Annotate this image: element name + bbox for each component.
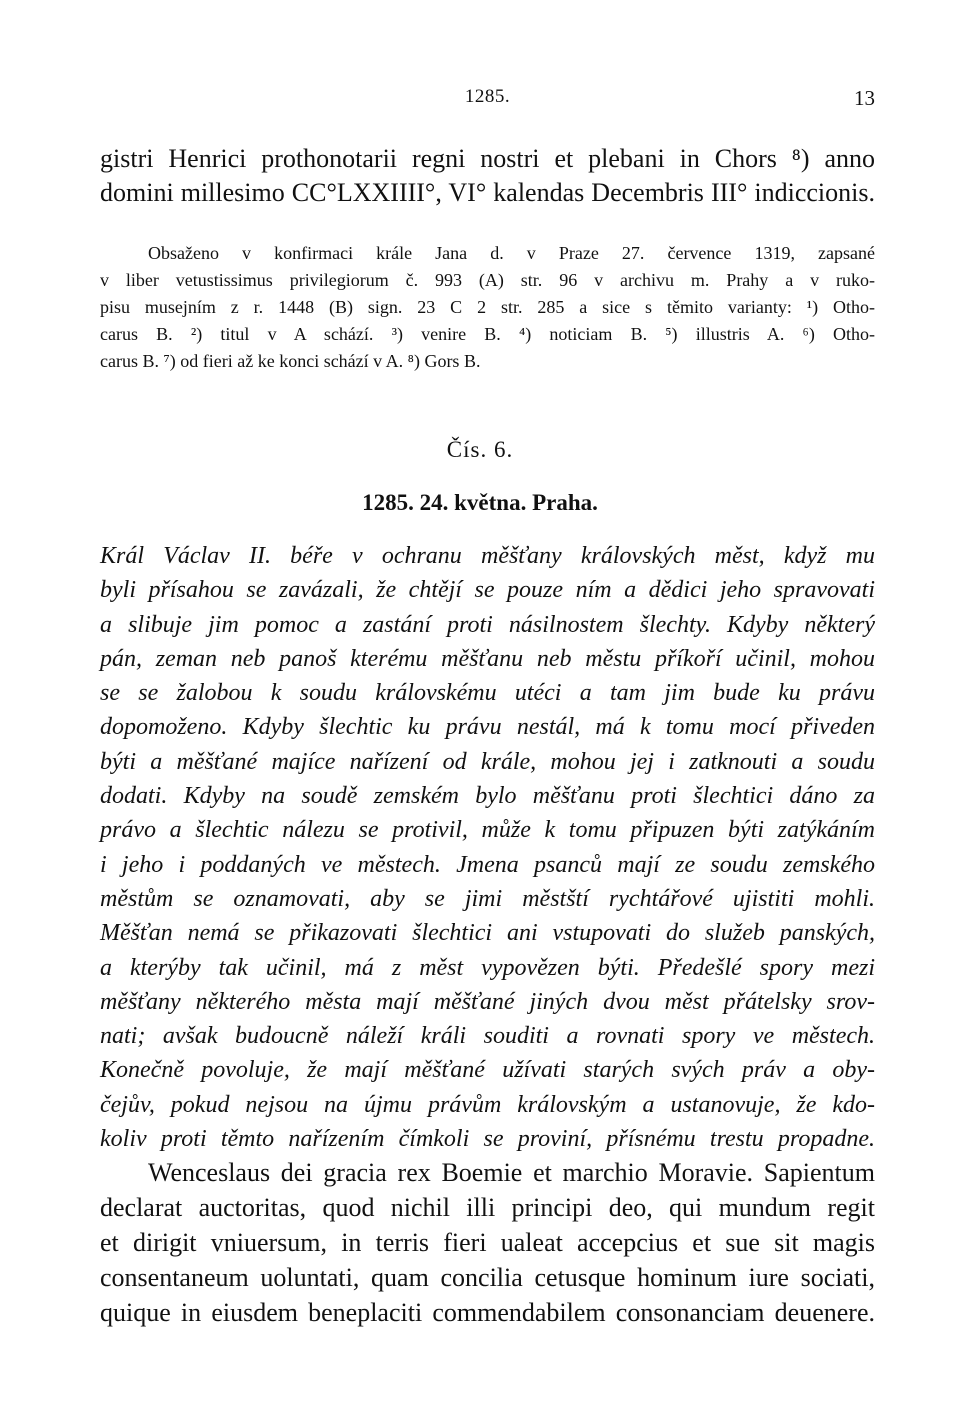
regest-line: a kterýby tak učinil, má z měst vypovězen býti. Předešlé spory mezi — [100, 954, 875, 981]
running-year: 1285. — [464, 86, 511, 107]
regest-line: býti a měšťané majíce nařízení od krále, mohou jej i zatknouti a soudu — [100, 748, 875, 775]
regest-summary — [100, 539, 875, 1156]
charter-line: Wenceslaus dei gracia rex Boemie et marchio Moravie. Sapientum — [148, 1158, 875, 1187]
text-line: gistri Henrici prothonotarii regni nostri et plebani in Chors ⁸) anno — [100, 144, 875, 173]
regest-line: nati; avšak budoucně náleží králi souditi a rovnati spory ve městech. — [100, 1023, 875, 1050]
charter-line: declarat auctoritas, quod nichil illi principi deo, qui mundum regit — [100, 1193, 875, 1222]
regest-line: pán, zeman neb panoš kterému měšťanu neb městu příkoří učinil, mohou — [100, 645, 875, 672]
regest-line: Měšťan nemá se přikazovati šlechtici ani vstupovati do služeb panských, — [100, 920, 875, 947]
note-line: carus B. ²) titul v A schází. ³) venire B. ⁴) noticiam B. ⁵) illustris A. ⁶) Otho- — [100, 324, 875, 344]
regest-line: dodati. Kdyby na soudě zemském bylo měšťanu proti šlechtici dáno za — [100, 783, 875, 810]
note-line: v liber vetustissimus privilegiorum č. 993 (A) str. 96 v archivu m. Prahy a v ruko- — [100, 270, 875, 290]
running-header — [100, 86, 875, 112]
note-line: carus B. ⁷) od fieri až ke konci schází v A. ⁸) Gors B. — [100, 351, 481, 371]
charter-line: et dirigit vniuersum, in terris fieri ualeat accepcius et sue sit magis — [100, 1228, 875, 1257]
source-notes — [100, 240, 875, 375]
page-number: 13 — [854, 86, 875, 110]
regest-line: i jeho i poddaných ve městech. Jmena psanců mají ze soudu zemského — [100, 851, 875, 878]
regest-line: čejův, pokud nejsou na újmu právům královským a ustanovuje, že kdo- — [100, 1091, 875, 1118]
regest-line: se se žalobou k soudu královskému utéci a tam jim bude ku právu — [100, 680, 875, 707]
note-line: Obsaženo v konfirmaci krále Jana d. v Praze 27. července 1319, zapsané — [148, 243, 875, 263]
regest-line: právo a šlechtic nálezu se protivil, může k tomu připuzen býti zatýkáním — [100, 817, 875, 844]
charter-number: Čís. 6. — [446, 437, 514, 462]
charter-latin-text — [100, 1155, 875, 1330]
charter-line: quique in eiusdem beneplaciti commendabilem consonanciam deuenere. — [100, 1298, 875, 1327]
continued-charter-text — [100, 142, 875, 210]
charter-date-heading: 1285. 24. května. Praha. — [362, 490, 598, 515]
regest-line: Král Václav II. béře v ochranu měšťany královských měst, když mu — [100, 543, 875, 569]
regest-line: a slibuje jim pomoc a zastání proti násilnostem šlechty. Kdyby některý — [100, 611, 875, 638]
regest-line: dopomoženo. Kdyby šlechtic ku právu nestál, má k tomu mocí přiveden — [100, 714, 875, 741]
regest-line: koliv proti těmto nařízením čímkoli se proviní, přísnému trestu propadne. — [100, 1126, 875, 1153]
charter-line: consentaneum uoluntati, quam concilia cetusque hominum iure sociati, — [100, 1263, 875, 1292]
regest-line: měšťany některého města mají měšťané jiných dvou měst přátelsky srov- — [100, 988, 875, 1015]
regest-line: městům se oznamovati, aby se jimi městští rychtářové ujistiti mohli. — [100, 885, 875, 912]
regest-line: Konečně povoluje, že mají měšťané užívati starých svých práv a oby- — [100, 1057, 875, 1084]
regest-line: byli přísahou se zavázali, že chtějí se pouze ním a dědici jeho spravovati — [100, 577, 875, 604]
note-line: pisu musejním z r. 1448 (B) sign. 23 C 2 str. 285 a sice s těmito varianty: ¹) Otho- — [100, 297, 875, 317]
text-line: domini millesimo CC°LXXIIII°, VI° kalendas Decembris III° indiccionis. — [100, 178, 875, 207]
